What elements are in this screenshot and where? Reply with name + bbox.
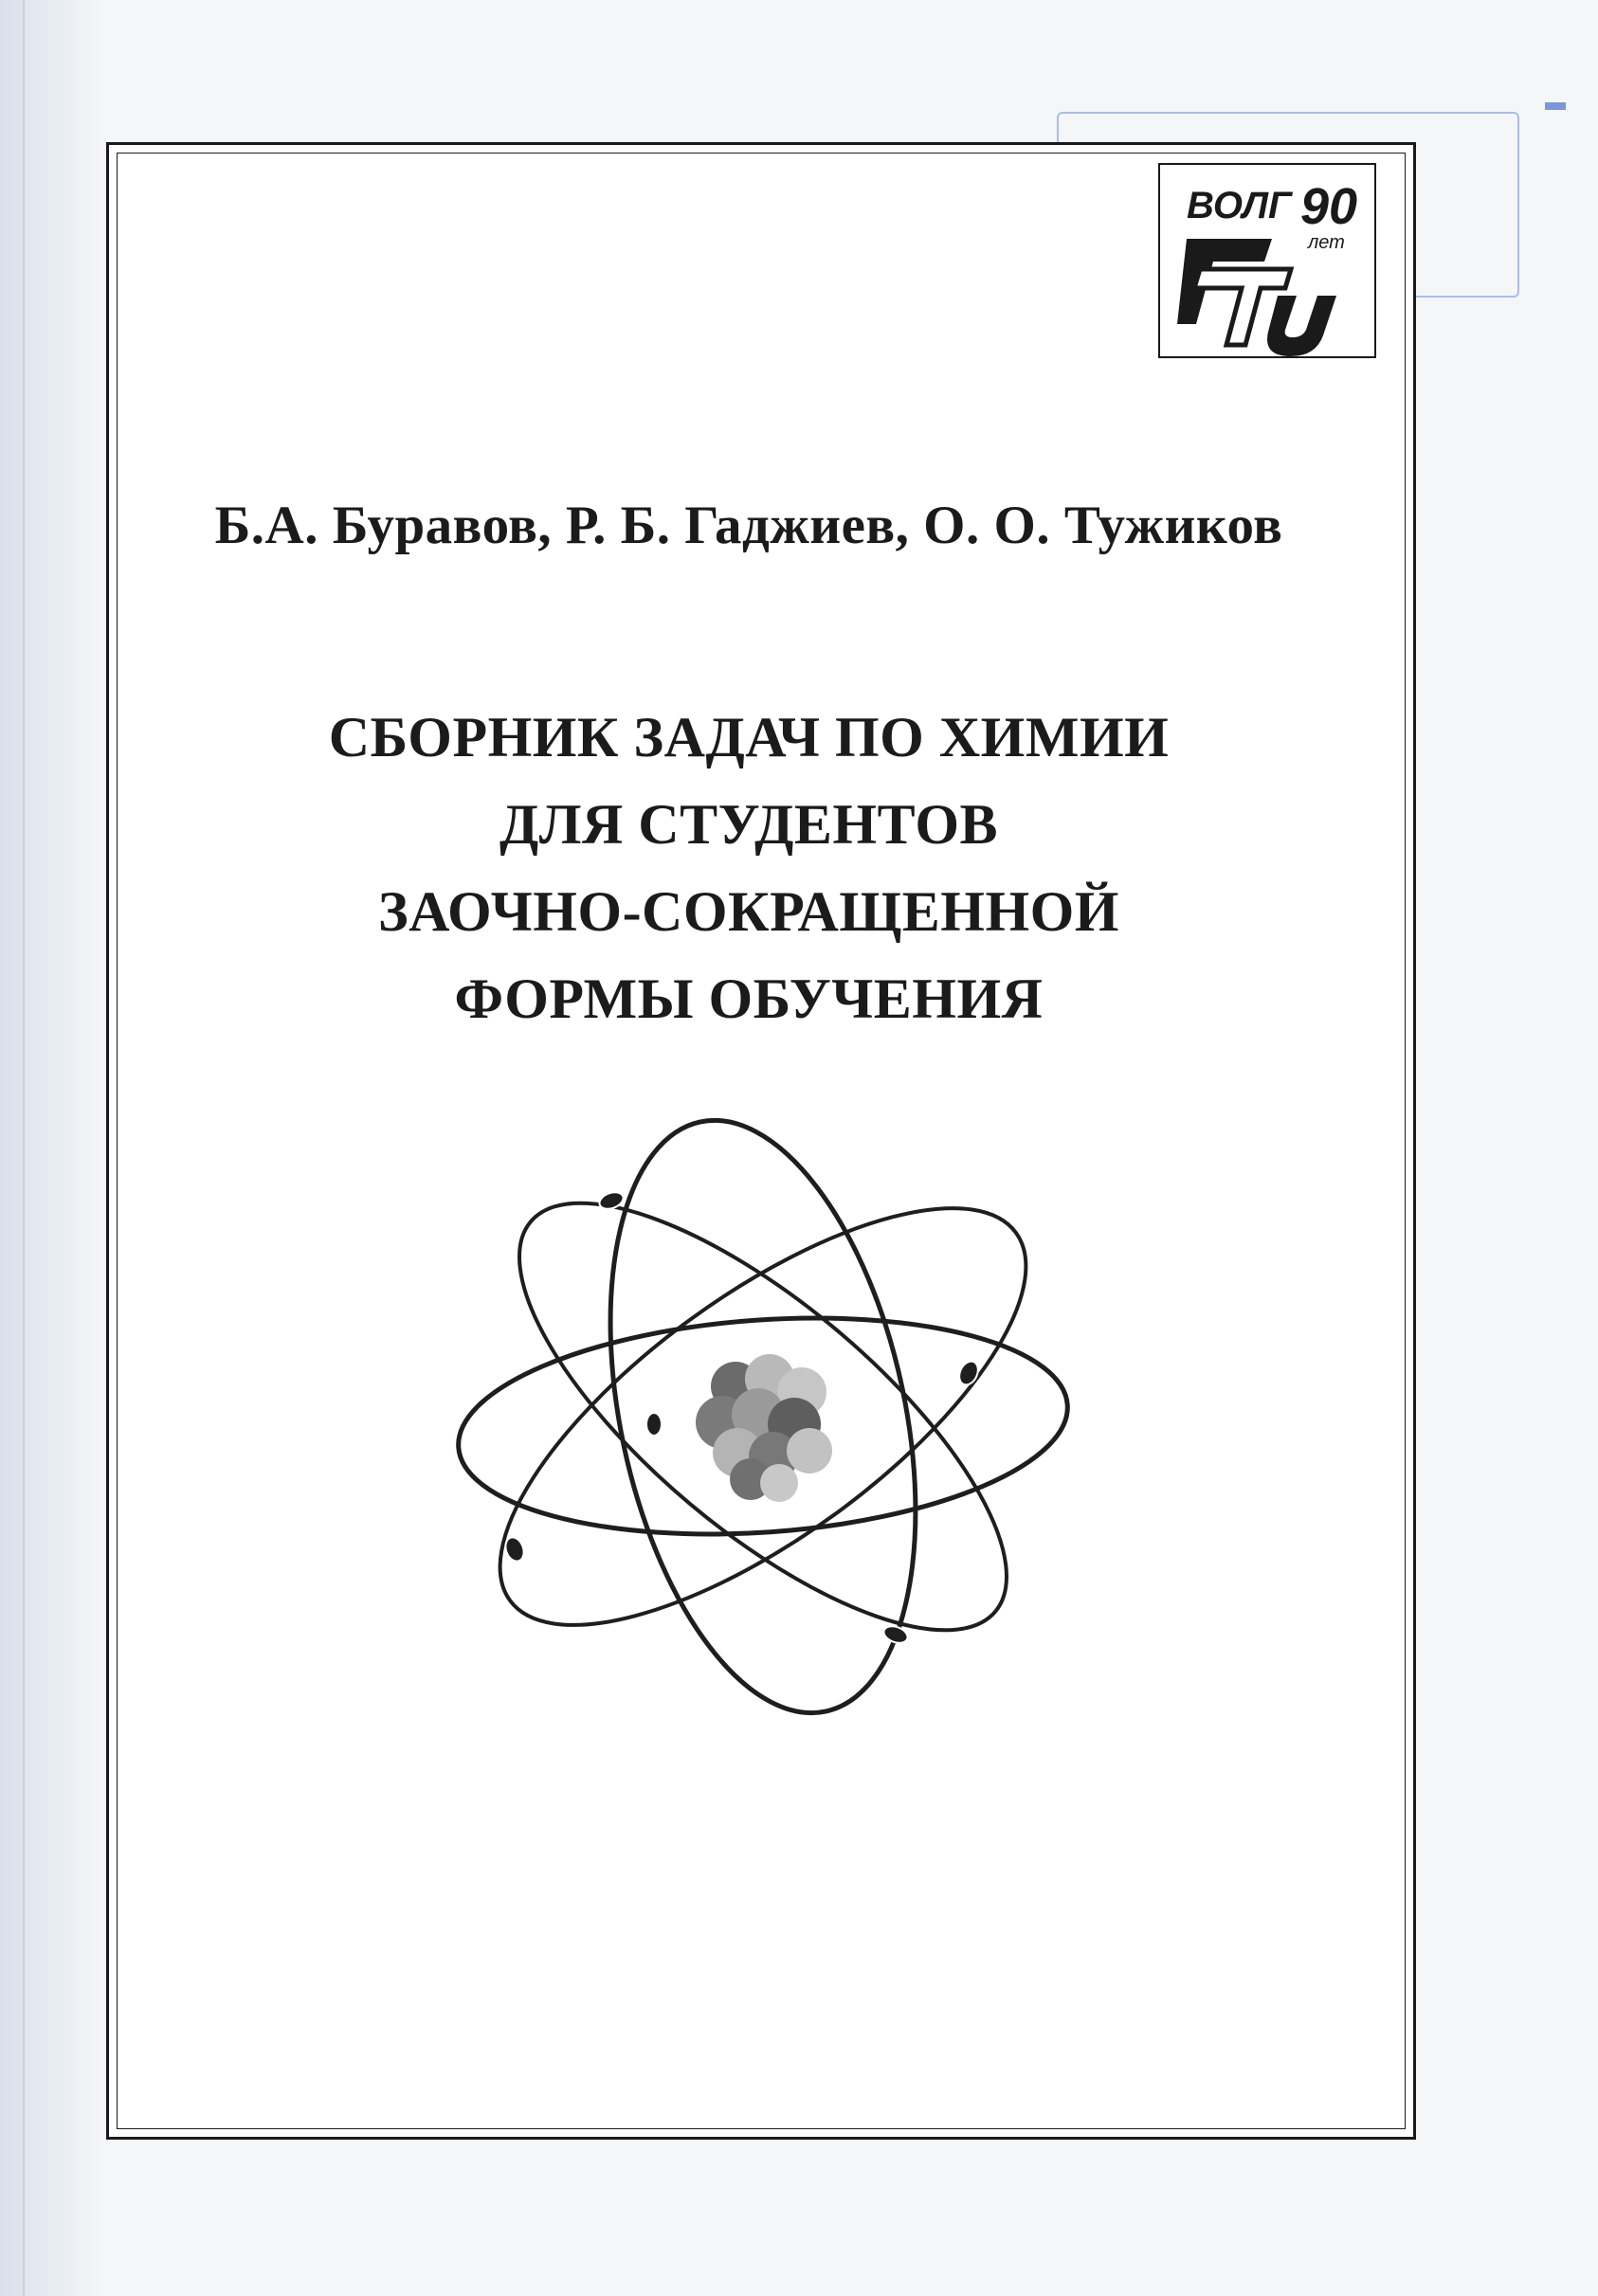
- university-logo: [1158, 163, 1376, 358]
- logo-years: лет: [1308, 232, 1345, 253]
- atom-illustration: [445, 1104, 1080, 1729]
- logo-anniversary: 90: [1300, 178, 1358, 235]
- book-title: [133, 694, 1365, 1042]
- title-line-1: СБОРНИК ЗАДАЧ ПО ХИМИИ: [328, 706, 1170, 768]
- logo-text-top: ВОЛГ: [1187, 185, 1292, 226]
- title-line-3: ЗАОЧНО-СОКРАЩЕННОЙ: [378, 880, 1119, 943]
- scan-edge: [23, 0, 25, 2296]
- title-line-4: ФОРМЫ ОБУЧЕНИЯ: [454, 967, 1044, 1030]
- electron-right: [955, 1358, 981, 1387]
- stamp-mark: [1545, 102, 1566, 110]
- authors-line: Б.А. Буравов, Р. Б. Гаджиев, О. О. Тужиков: [214, 496, 1283, 555]
- scan-shadow: [0, 0, 104, 2296]
- electron-center-left: [646, 1413, 662, 1436]
- title-line-2: ДЛЯ СТУДЕНТОВ: [499, 793, 999, 856]
- nucleus: [696, 1354, 832, 1502]
